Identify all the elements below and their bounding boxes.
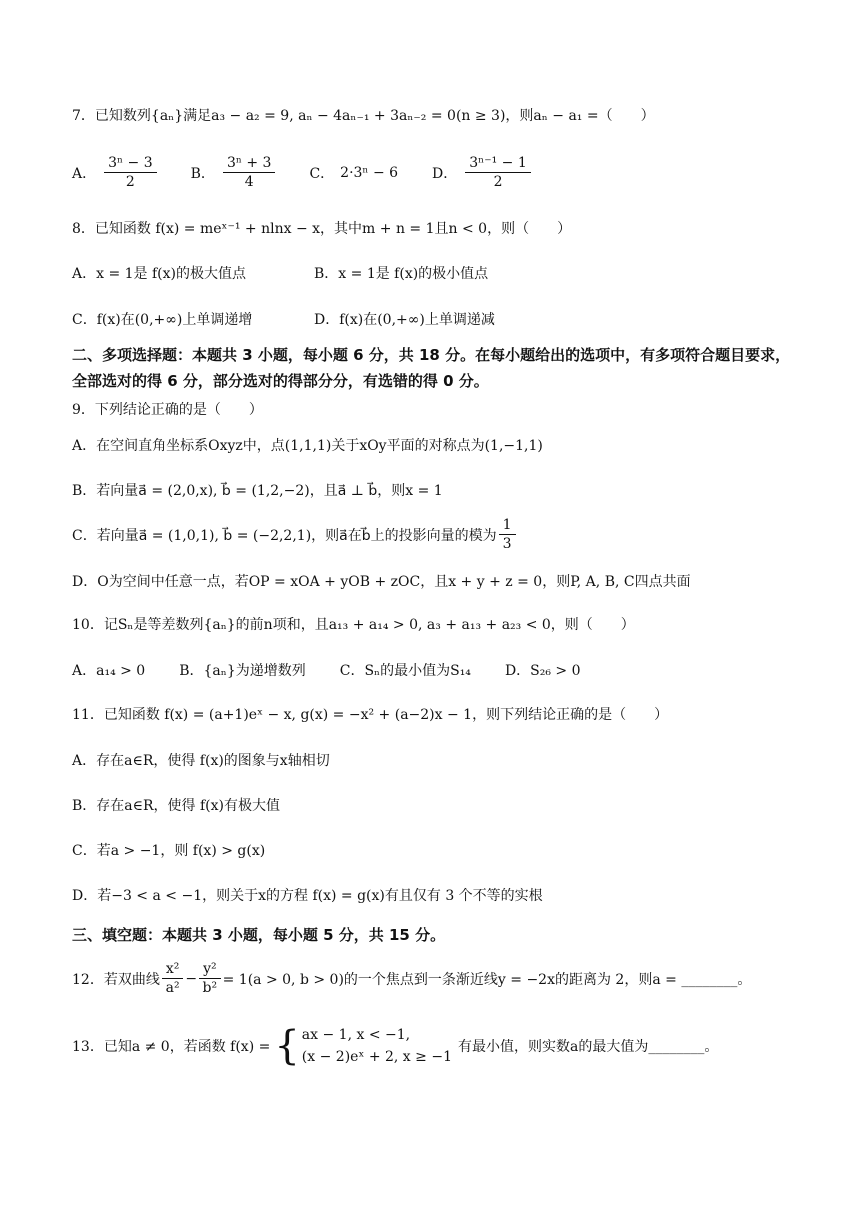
q7-options [72, 154, 565, 191]
q9-option-b: B．若向量a⃗ = (2,0,x), b⃗ = (1,2,−2)，且a⃗ ⊥ b⃗，则x = 1 [72, 483, 443, 499]
q10-option-c: C．Sₙ的最小值为S₁₄ [339, 663, 471, 679]
piecewise-function: { ax − 1, x < −1, (x − 2)eˣ + 2, x ≥ −1 [274, 1023, 452, 1069]
q13: 13．已知a ≠ 0，若函数 f(x) = { ax − 1, x < −1, (x − 2)eˣ + 2, x ≥ −1 有最小值，则实数a的最大值为________。 [72, 1023, 719, 1069]
q10-options [72, 660, 615, 680]
fraction: $\frac{\text{x²}}{\text{a²}}$ [162, 960, 184, 997]
q7-option-a: A． $\frac{\text{3ⁿ − 3}}{2}$ [72, 154, 157, 191]
brace-glyph: { [274, 1023, 300, 1069]
q8-option-a: A．x = 1是 f(x)的极大值点 [72, 266, 246, 282]
q10-option-a: A．a₁₄ > 0 [72, 663, 146, 679]
q10-option-d: D．S₂₆ > 0 [504, 663, 581, 679]
q8-option-d: D．f(x)在(0,+∞)上单调递减 [314, 312, 495, 328]
q8-option-c: C．f(x)在(0,+∞)上单调递增 [72, 312, 253, 328]
fraction: $\frac{\text{3ⁿ − 3}}{2}$ [104, 154, 157, 191]
q9-option-c: C．若向量a⃗ = (1,0,1), b⃗ = (−2,2,1)，则a⃗在b⃗上的投影向量的模为 $\frac{1}{3}$ [72, 516, 516, 553]
q11-option-c: C．若a > −1，则 f(x) > g(x) [72, 843, 266, 859]
q7-option-c: C． 2·3ⁿ − 6 [309, 164, 399, 182]
fraction: $\frac{\text{3ⁿ + 3}}{4}$ [223, 154, 276, 191]
section-heading-fill-in: 三、填空题：本题共 3 小题，每小题 5 分，共 15 分。 [72, 926, 446, 944]
q7-option-d: D． $\frac{\text{3ⁿ⁻¹ − 1}}{2}$ [432, 154, 531, 191]
q11-option-b: B．存在a∈R，使得 f(x)有极大值 [72, 798, 280, 814]
q8-option-b: B．x = 1是 f(x)的极小值点 [314, 266, 489, 282]
fraction: $\frac{\text{y²}}{\text{b²}}$ [199, 960, 221, 997]
q8-stem: 8．已知函数 f(x) = meˣ⁻¹ + nlnx − x，其中m + n = 1且n < 0，则（ ） [72, 221, 572, 237]
section-heading-multiple-choice: 二、多项选择题：本题共 3 小题，每小题 6 分，共 18 分。在每小题给出的选项中，有多项符合题目要求，全部选对的得 6 分，部分选对的得部分分，有选错的得 0 分。 [72, 346, 791, 390]
q10-option-b: B．{aₙ}为递增数列 [179, 663, 306, 679]
fraction: $\frac{1}{3}$ [499, 516, 516, 553]
q11-option-a: A．存在a∈R，使得 f(x)的图象与x轴相切 [72, 753, 330, 769]
q12: 12．若双曲线 $\frac{\text{x²}}{\text{a²}}$ − $\frac{\text{y²}}{\text{b²}}$ = 1(a > 0, b > 0)的一个焦点到一条渐近线y = −2x的距离为 2，则a = ________。 [72, 961, 752, 996]
q11-option-d: D．若−3 < a < −1，则关于x的方程 f(x) = g(x)有且仅有 3 个不等的实根 [72, 888, 543, 904]
q7-option-b: B． $\frac{\text{3ⁿ + 3}}{4}$ [191, 154, 276, 191]
q11-stem: 11．已知函数 f(x) = (a+1)eˣ − x, g(x) = −x² + (a−2)x − 1，则下列结论正确的是（ ） [72, 707, 669, 723]
q9-option-a: A．在空间直角坐标系Oxyz中，点(1,1,1)关于xOy平面的对称点为(1,−1,1) [72, 438, 543, 454]
q10-stem: 10．记Sₙ是等差数列{aₙ}的前n项和，且a₁₃ + a₁₄ > 0, a₃ + a₁₃ + a₂₃ < 0，则（ ） [72, 617, 635, 633]
q9-stem: 9．下列结论正确的是（ ） [72, 402, 263, 418]
fraction: $\frac{\text{3ⁿ⁻¹ − 1}}{2}$ [465, 154, 531, 191]
q9-option-d: D．O为空间中任意一点，若OP = xOA + yOB + zOC，且x + y + z = 0，则P, A, B, C四点共面 [72, 574, 691, 590]
q7-stem: 7．已知数列{aₙ}满足a₃ − a₂ = 9, aₙ − 4aₙ₋₁ + 3aₙ₋₂ = 0(n ≥ 3)，则aₙ − a₁ =（ ） [72, 108, 655, 124]
